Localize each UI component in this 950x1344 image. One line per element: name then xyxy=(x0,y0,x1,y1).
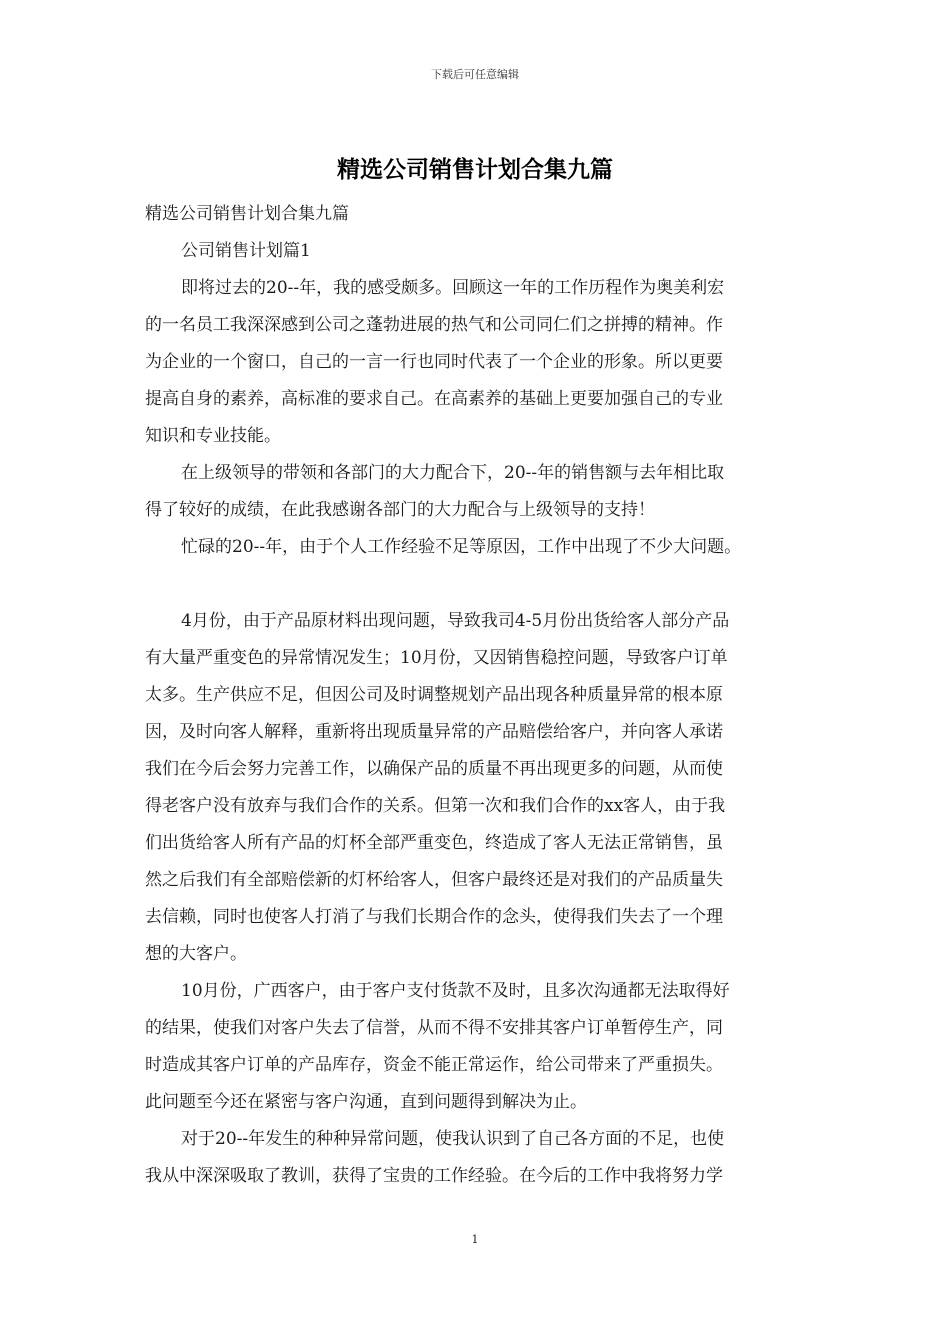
paragraph-3: 忙碌的20--年，由于个人工作经验不足等原因，工作中出现了不少大问题。 xyxy=(181,537,742,557)
section-heading: 公司销售计划篇1 xyxy=(181,241,311,261)
document-title: 精选公司销售计划合集九篇 xyxy=(337,156,613,183)
paragraph-2: 在上级领导的带领和各部门的大力配合下，20--年的销售额与去年相比取 得了较好的成绩，在此我感谢各部门的大力配合与上级领导的支持！ xyxy=(145,463,725,520)
paragraph-5: 10月份，广西客户，由于客户支付货款不及时，且多次沟通都无法取得好 的结果，使我们对客户失去了信誉，从而不得不安排其客户订单暂停生产，同 时造成其客户订单的产品库存，资金不能正常运作，给公司带来了严重损失。 此问题至今还在紧密与客户沟通，直到问题得到解决为止。 xyxy=(145,981,730,1112)
document-subtitle: 精选公司销售计划合集九篇 xyxy=(145,204,349,224)
page-header-note: 下载后可任意编辑 xyxy=(431,68,519,81)
paragraph-6: 对于20--年发生的种种异常问题，使我认识到了自己各方面的不足，也使 我从中深深吸取了教训，获得了宝贵的工作经验。在今后的工作中我将努力学 xyxy=(145,1129,725,1186)
page-number: 1 xyxy=(471,1233,479,1246)
paragraph-4: 4月份，由于产品原材料出现问题，导致我司4-5月份出货给客人部分产品 有大量严重变色的异常情况发生；10月份，又因销售稳控问题，导致客户订单 太多。生产供应不足，但因公司及时调整规划产品出现各种质量异常的根本原 因，及时向客人解释，重新将出现质量异常的产品赔偿给客户，并向客人承诺 我们在今后会努力完善工作，以确保产品的质量不再出现更多的问题，从而使 得老客户没有放弃与我们合作的关系。但第一次和我们合作的xx客人，由于我 们出货给客人所有产品的灯杯全部严重变色，终造成了客人无法正常销售，虽 然之后我们有全部赔偿新的灯杯给客人，但客户最终还是对我们的产品质量失 去信赖，同时也使客人打消了与我们长期合作的念头，使得我们失去了一个理 想的大客户。 xyxy=(145,611,730,964)
paragraph-1: 即将过去的20--年，我的感受颇多。回顾这一年的工作历程作为奥美利宏 的一名员工我深深感到公司之蓬勃进展的热气和公司同仁们之拼搏的精神。作 为企业的一个窗口，自己的一言一行也同时代表了一个企业的形象。所以更要 提高自身的素养，高标准的要求自己。在高素养的基础上更要加强自己的专业 知识和专业技能。 xyxy=(145,278,725,446)
document-body xyxy=(145,196,810,1195)
